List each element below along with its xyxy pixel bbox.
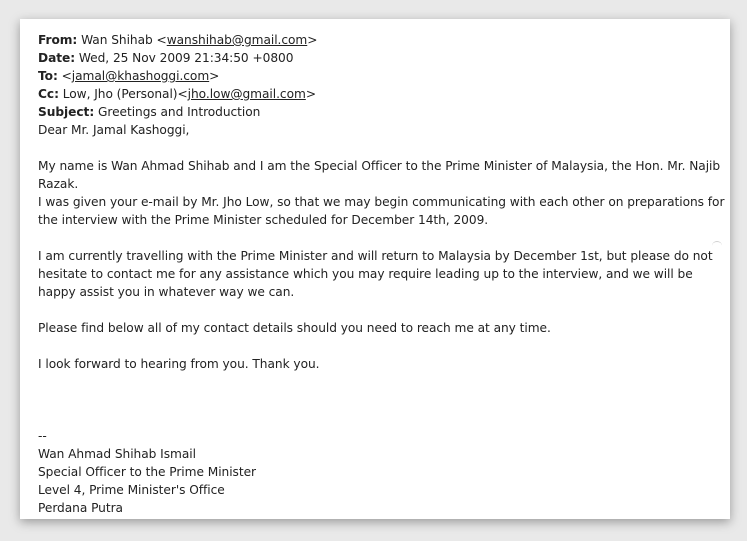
scan-artifact-mark (712, 241, 722, 250)
date-label: Date: (38, 51, 76, 65)
date-line (38, 49, 726, 67)
body-paragraph-3: I am currently travelling with the Prime Minister and will return to Malaysia by December 1st, but please do not hesitate to contact me for any assistance which you may require leading up to the interview, and we will be happy assist you in whatever way we can. (38, 249, 713, 299)
paragraph-gap (38, 301, 726, 319)
signature-title: Special Officer to the Prime Minister (38, 465, 256, 479)
signature-office: Level 4, Prime Minister's Office (38, 483, 225, 497)
paragraph-gap (38, 229, 726, 247)
paragraph-gap (38, 337, 726, 355)
from-close-bracket: > (307, 33, 318, 47)
signature-location: Perdana Putra (38, 501, 123, 515)
body-paragraph-1: My name is Wan Ahmad Shihab and I am the Special Officer to the Prime Minister of Malaysia, the Hon. Mr. Najib Razak. (38, 159, 721, 191)
body-paragraph-5: I look forward to hearing from you. Thank you. (38, 357, 320, 371)
body-paragraph-2: I was given your e-mail by Mr. Jho Low, so that we may begin communicating with each other on preparations for the interview with the Prime Minister scheduled for December 14th, 2009. (38, 195, 725, 227)
cc-label: Cc: (38, 87, 59, 101)
to-label: To: (38, 69, 58, 83)
to-close-bracket: > (209, 69, 220, 83)
email-content (38, 31, 726, 517)
from-email-link[interactable]: wanshihab@gmail.com (166, 33, 308, 47)
cc-close-bracket: > (305, 87, 316, 101)
from-name: Wan Shihab < (77, 33, 167, 47)
subject-line (38, 103, 726, 121)
salutation: Dear Mr. Jamal Kashoggi, (38, 123, 190, 137)
signature-name: Wan Ahmad Shihab Ismail (38, 447, 196, 461)
signature-gap (38, 373, 726, 427)
subject-value: Greetings and Introduction (94, 105, 261, 119)
cc-name: Low, Jho (Personal)< (58, 87, 188, 101)
email-document (20, 19, 730, 519)
from-label: From: (38, 33, 78, 47)
paragraph-gap (38, 139, 726, 157)
subject-label: Subject: (38, 105, 95, 119)
signature-separator: -- (38, 429, 47, 443)
to-line (38, 67, 726, 85)
to-open-bracket: < (57, 69, 72, 83)
body-paragraph-4: Please find below all of my contact details should you need to reach me at any time. (38, 321, 551, 335)
cc-line (38, 85, 726, 103)
cc-email-link[interactable]: jho.low@gmail.com (187, 87, 306, 101)
from-line (38, 31, 726, 49)
to-email-link[interactable]: jamal@khashoggi.com (71, 69, 210, 83)
date-value: Wed, 25 Nov 2009 21:34:50 +0800 (75, 51, 294, 65)
